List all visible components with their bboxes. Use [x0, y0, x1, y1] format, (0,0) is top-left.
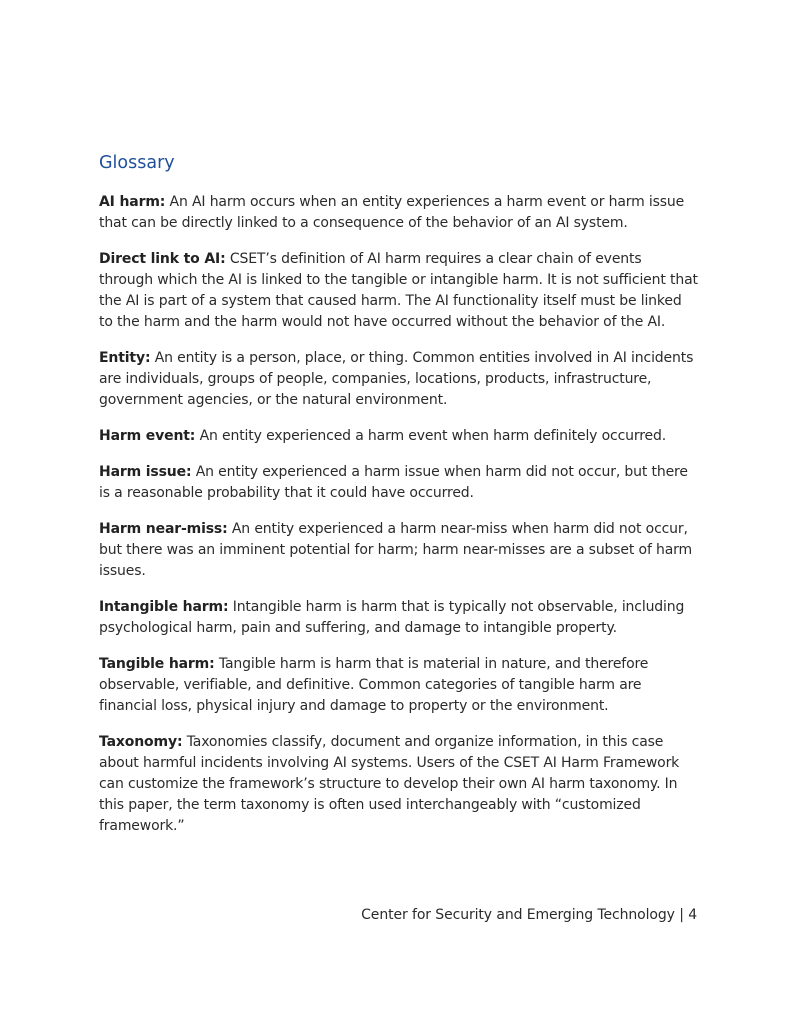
- glossary-entry-tangible-harm: [99, 654, 699, 717]
- glossary-entry-intangible-harm: [99, 597, 699, 639]
- glossary-term: Harm event:: [99, 428, 196, 444]
- glossary-entry-harm-issue: [99, 462, 699, 504]
- glossary-definition: An AI harm occurs when an entity experiences a harm event or harm issue that can be directly linked to a consequence of the behavior of an AI system.: [99, 194, 685, 231]
- glossary-term: Taxonomy:: [99, 734, 183, 750]
- page-content: [99, 150, 699, 852]
- glossary-entry-taxonomy: [99, 732, 699, 837]
- glossary-definition: An entity experienced a harm issue when harm did not occur, but there is a reasonable probability that it could have occurred.: [99, 464, 688, 501]
- page-footer: [361, 905, 697, 925]
- glossary-term: AI harm:: [99, 194, 166, 210]
- footer-organization: Center for Security and Emerging Technology: [361, 907, 675, 923]
- page-title: Glossary: [99, 153, 175, 173]
- glossary-entry-harm-event: [99, 426, 699, 447]
- glossary-term: Entity:: [99, 350, 151, 366]
- glossary-definition: An entity experienced a harm near-miss when harm did not occur, but there was an imminent potential for harm; harm near-misses are a subset of harm issues.: [99, 521, 693, 579]
- glossary-entry-entity: [99, 348, 699, 411]
- glossary-definition: Taxonomies classify, document and organize information, in this case about harmful incidents involving AI systems. Users of the CSET AI Harm Framework can customize the framework’s structure to develop their own AI harm taxonomy. In this paper, the term taxonomy is often used interchangeably with “customized framework.”: [99, 734, 680, 834]
- glossary-definition: An entity experienced a harm event when harm definitely occurred.: [199, 428, 667, 444]
- glossary-definition: CSET’s definition of AI harm requires a clear chain of events through which the AI is linked to the tangible or intangible harm. It is not sufficient that the AI is part of a system that caused harm. The AI functionality itself must be linked to the harm and the harm would not have occurred without the behavior of the AI.: [99, 251, 698, 330]
- footer-separator: |: [679, 907, 684, 923]
- glossary-term: Harm issue:: [99, 464, 192, 480]
- glossary-definition: Tangible harm is harm that is material in nature, and therefore observable, verifiable, and definitive. Common categories of tangible harm are financial loss, physical injury and damage to property or the environment.: [99, 656, 649, 714]
- glossary-entry-harm-near-miss: [99, 519, 699, 582]
- glossary-entry-ai-harm: [99, 192, 699, 234]
- glossary-term: Intangible harm:: [99, 599, 229, 615]
- glossary-definition: An entity is a person, place, or thing. Common entities involved in AI incidents are individuals, groups of people, companies, locations, products, infrastructure, government agencies, or the natural environment.: [99, 350, 694, 408]
- glossary-definition: Intangible harm is harm that is typically not observable, including psychological harm, pain and suffering, and damage to intangible property.: [99, 599, 685, 636]
- glossary-entry-direct-link: [99, 249, 699, 333]
- glossary-term: Harm near-miss:: [99, 521, 228, 537]
- glossary-term: Direct link to AI:: [99, 251, 226, 267]
- page-number: 4: [688, 907, 697, 923]
- glossary-term: Tangible harm:: [99, 656, 215, 672]
